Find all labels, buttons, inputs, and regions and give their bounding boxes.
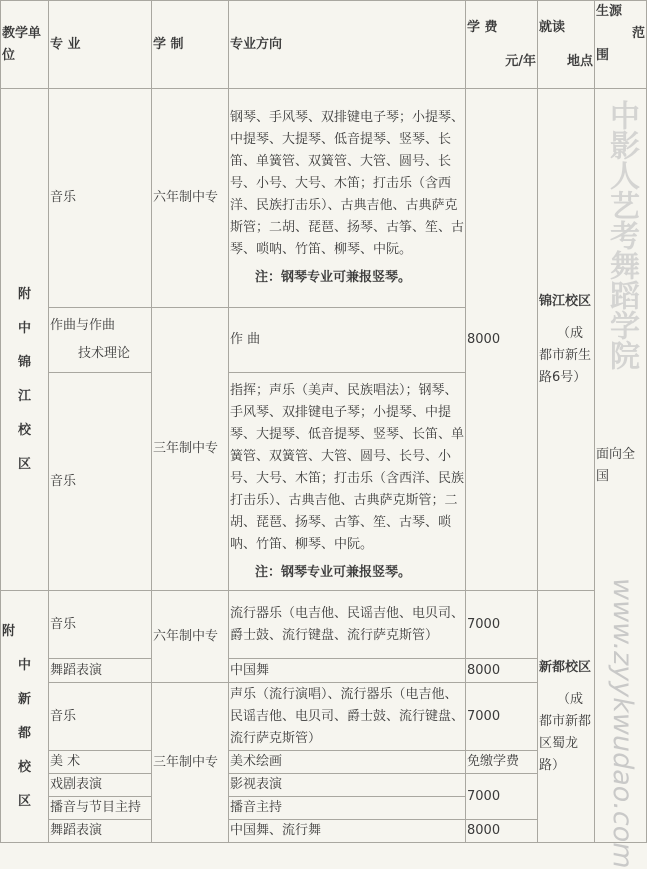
unit-xindu <box>1 591 49 843</box>
fee-cell: 8000 <box>466 659 538 683</box>
unit-char: 中 <box>17 320 31 336</box>
unit-char: 校 <box>17 759 31 775</box>
header-system: 学 制 <box>152 1 229 89</box>
watermark-text: 中影人艺考舞蹈学院 <box>604 100 639 370</box>
direction-cell: 作 曲 <box>229 308 466 373</box>
direction-cell: 中国舞 <box>229 659 466 683</box>
direction-text: 钢琴、手风琴、双排键电子琴；小提琴、中提琴、大提琴、低音提琴、竖琴、长笛、单簧管、双簧管、大管、圆号、长号、小号、大号、木笛；打击乐（含西洋、民族打击乐）、古典吉他、古典萨克斯管；二胡、琵琶、扬琴、古筝、笙、古琴、唢呐、竹笛、柳琴、中阮。 <box>230 110 465 257</box>
major-cell: 美 术 <box>49 751 152 774</box>
major-cell <box>49 308 152 373</box>
major-cell: 戏剧表演 <box>49 774 152 797</box>
direction-note: 注：钢琴专业可兼报竖琴。 <box>255 270 412 285</box>
header-src-2: 范 <box>631 26 645 41</box>
direction-cell: 声乐（流行演唱）、流行器乐（电吉他、民谣吉他、电贝司、爵士鼓、流行键盘、流行萨克斯管） <box>229 683 466 751</box>
unit-char: 区 <box>17 456 31 472</box>
system-cell: 六年制中专 <box>152 89 229 308</box>
unit-jinjiang <box>1 89 49 591</box>
fee-cell: 7000 <box>466 683 538 751</box>
header-fee <box>466 1 538 89</box>
major-line: 作曲与作曲 <box>50 318 116 333</box>
header-unit: 教学单位 <box>1 1 49 89</box>
watermark-url: www.zyykwudao.com <box>607 578 638 869</box>
fee-cell: 7000 <box>466 774 538 820</box>
fee-cell: 免缴学费 <box>466 751 538 774</box>
fee-cell: 7000 <box>466 591 538 659</box>
header-loc-1: 就读 <box>539 19 566 35</box>
unit-char: 中 <box>17 657 31 673</box>
direction-note: 注：钢琴专业可兼报竖琴。 <box>255 564 412 580</box>
header-loc-2: 地点 <box>566 53 593 69</box>
direction-cell: 播音主持 <box>229 797 466 820</box>
direction-cell: 流行器乐（电吉他、民谣吉他、电贝司、爵士鼓、流行键盘、流行萨克斯管） <box>229 591 466 659</box>
unit-char: 锦 <box>17 354 31 370</box>
direction-cell: 影视表演 <box>229 774 466 797</box>
system-cell: 三年制中专 <box>152 683 229 843</box>
table-row <box>1 89 647 308</box>
system-cell: 六年制中专 <box>152 591 229 683</box>
major-cell: 播音与节目主持 <box>49 797 152 820</box>
system-cell: 三年制中专 <box>152 308 229 591</box>
unit-char: 区 <box>17 793 31 809</box>
header-direction: 专业方向 <box>229 1 466 89</box>
header-source <box>595 1 647 89</box>
direction-cell <box>229 373 466 591</box>
direction-cell: 美术绘画 <box>229 751 466 774</box>
major-cell: 音乐 <box>49 89 152 308</box>
major-cell: 音乐 <box>49 373 152 591</box>
major-cell: 音乐 <box>49 683 152 751</box>
table-row <box>1 591 647 659</box>
direction-text: 指挥；声乐（美声、民族唱法）；钢琴、手风琴、双排键电子琴；小提琴、中提琴、大提琴、低音提琴、竖琴、长笛、单簧管、双簧管、大管、圆号、长号、小号、大号、木笛；打击乐（含西洋、民族打击乐）、古典吉他、古典萨克斯管；二胡、琵琶、扬琴、古筝、笙、古琴、唢呐、竹笛、柳琴、中阮。 <box>230 382 465 552</box>
major-cell: 舞蹈表演 <box>49 659 152 683</box>
direction-cell: 中国舞、流行舞 <box>229 820 466 843</box>
unit-char: 校 <box>17 422 31 438</box>
fee-cell: 8000 <box>466 820 538 843</box>
fee-cell: 8000 <box>466 89 538 591</box>
header-fee-2: 元/年 <box>505 53 536 69</box>
header-location <box>538 1 595 89</box>
major-cell: 舞蹈表演 <box>49 820 152 843</box>
unit-char: 都 <box>17 725 31 741</box>
unit-char: 新 <box>17 691 31 707</box>
location-jinjiang <box>538 89 595 591</box>
major-cell: 音乐 <box>49 591 152 659</box>
unit-char: 江 <box>17 388 31 404</box>
unit-char: 附 <box>17 286 31 302</box>
location-xindu <box>538 591 595 843</box>
header-src-3: 围 <box>596 48 610 63</box>
location-address: （成都市新生路6号） <box>539 325 592 385</box>
header-major: 专 业 <box>49 1 152 89</box>
header-row <box>1 1 647 89</box>
major-line: 技术理论 <box>78 346 131 361</box>
unit-char: 附 <box>2 623 16 639</box>
location-address: （成都市新都区蜀龙路） <box>539 691 592 773</box>
direction-cell <box>229 89 466 308</box>
source-cell: 面向全国 <box>595 89 647 843</box>
location-name: 锦江校区 <box>539 293 592 309</box>
header-fee-1: 学 费 <box>467 19 498 35</box>
header-src-1: 生源 <box>596 4 623 19</box>
location-name: 新都校区 <box>539 659 592 675</box>
